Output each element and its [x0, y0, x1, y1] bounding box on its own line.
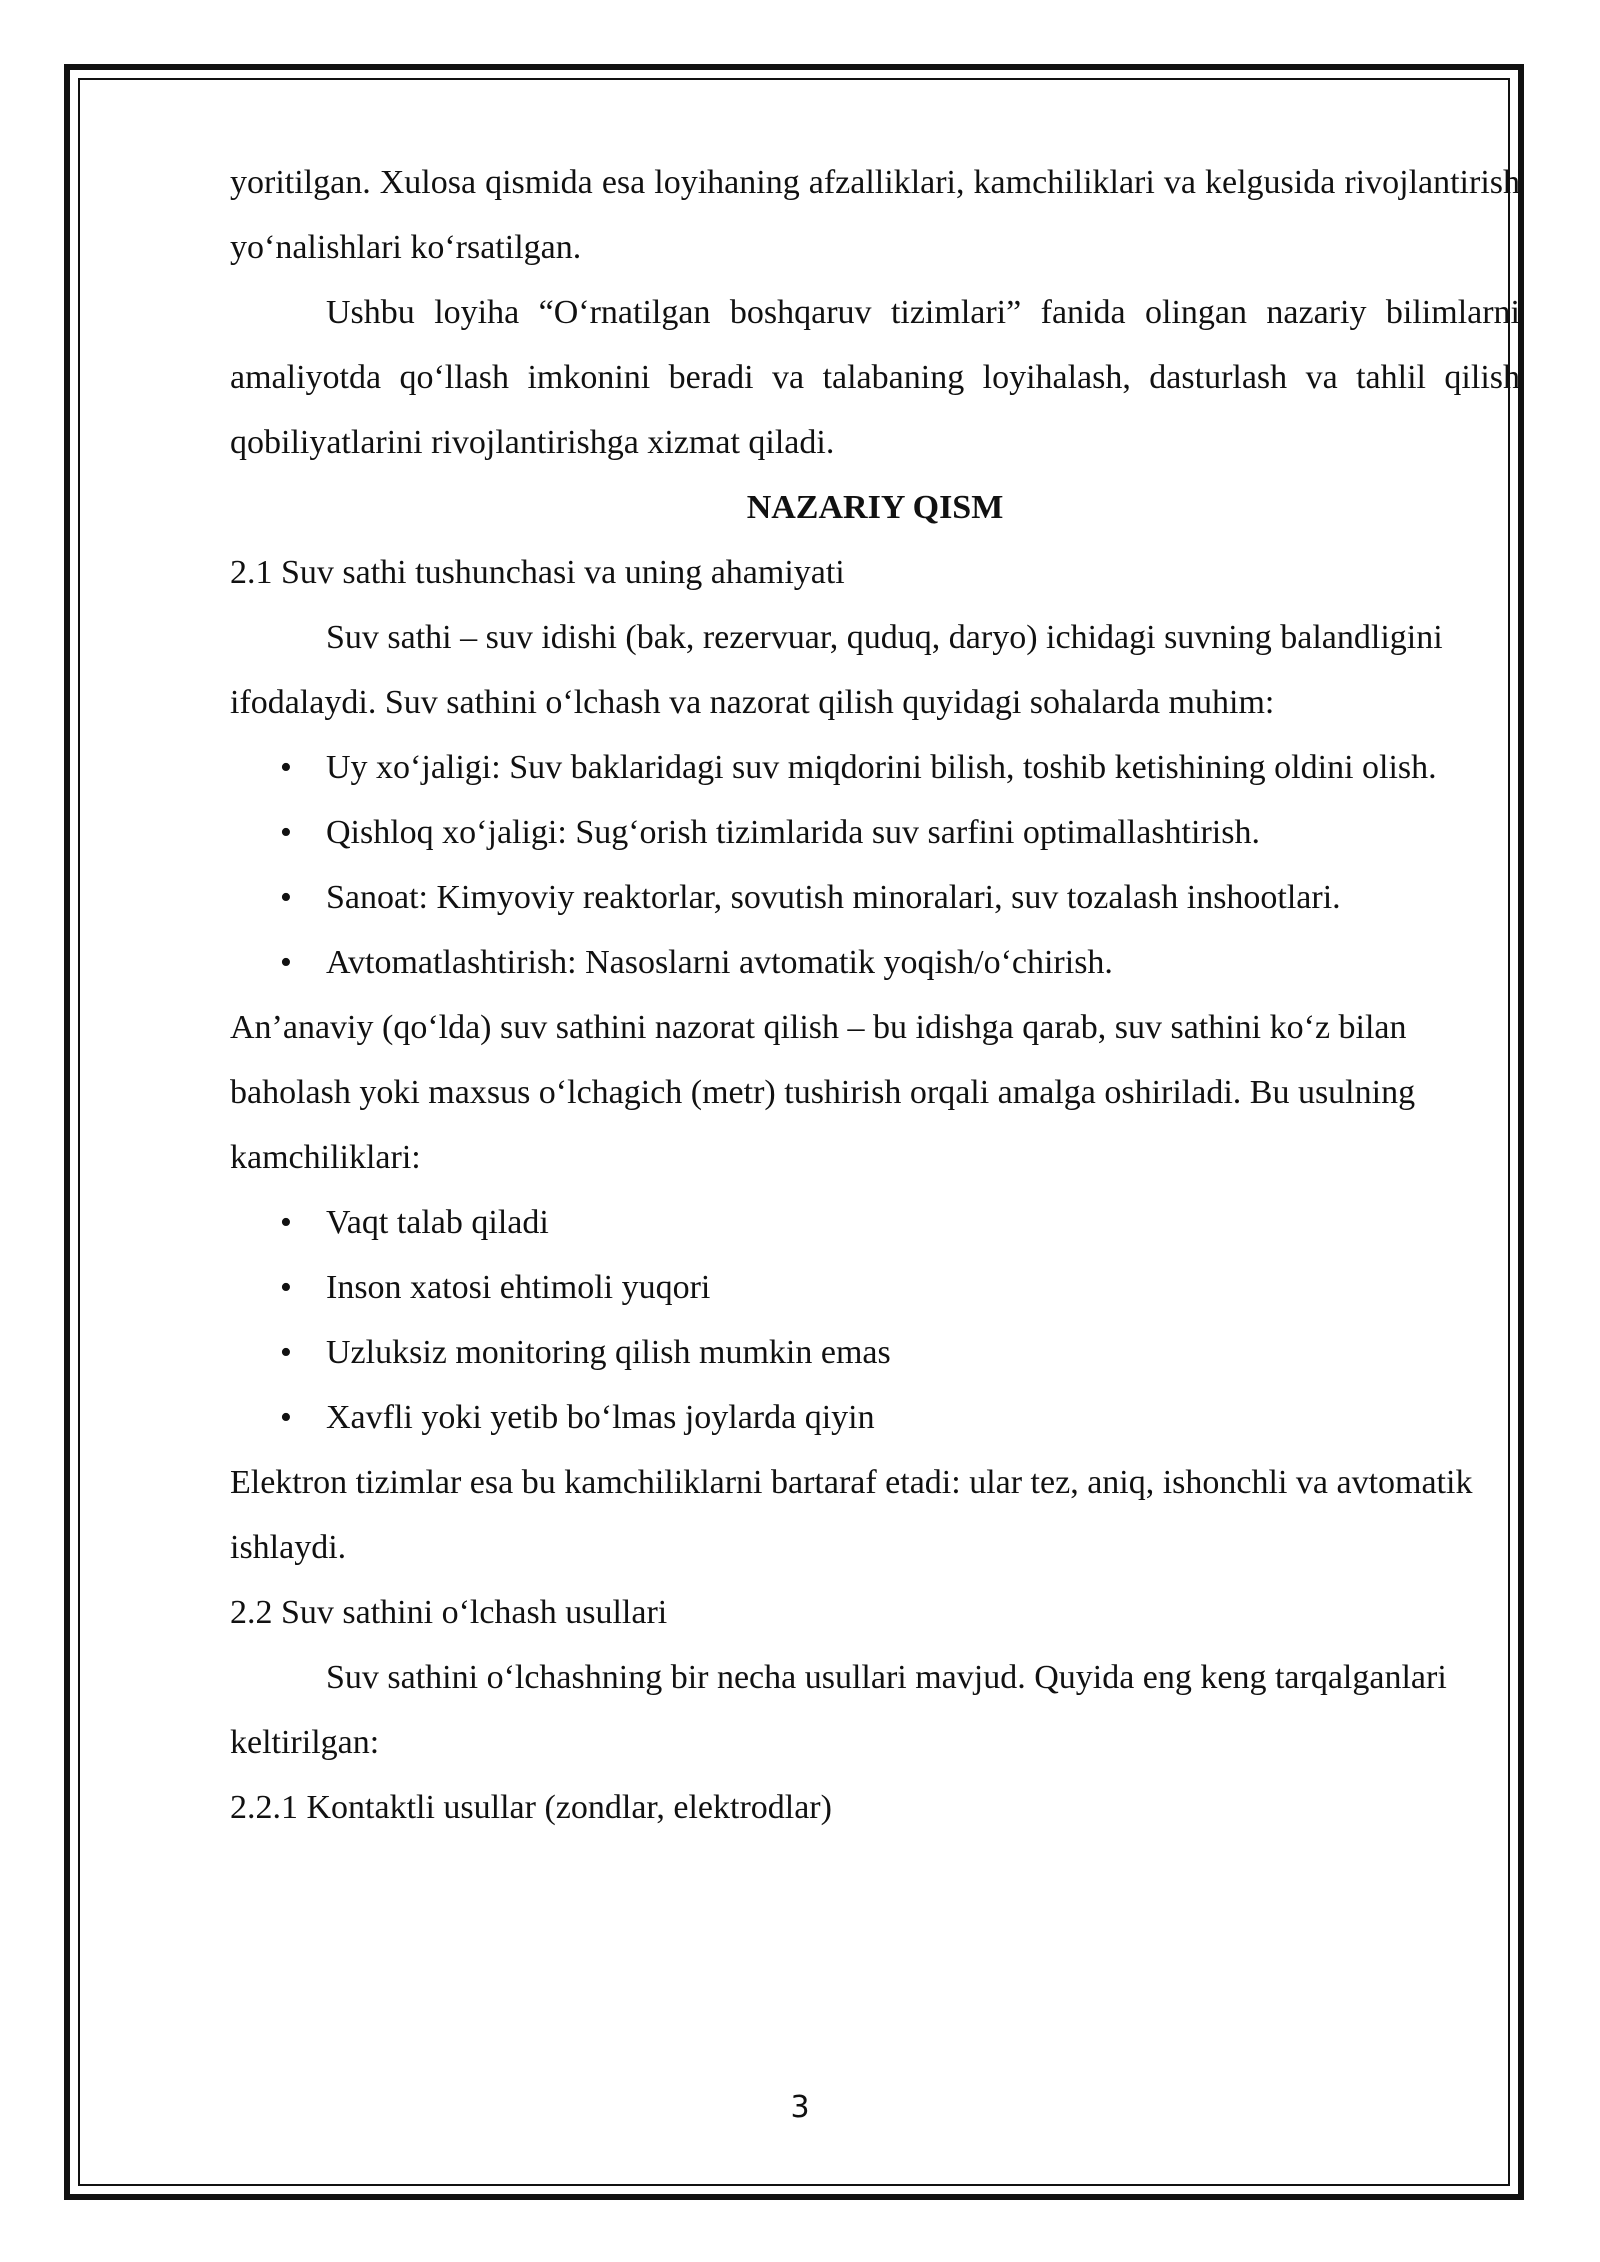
list-item [230, 1320, 1520, 1385]
subsection-title-2-2: 2.2 Suv sathini o‘lchash usullari [230, 1594, 668, 1631]
list-item-text: Uy xo‘jaligi: Suv baklaridagi suv miqdorini bilish, toshib ketishining oldini olish. [326, 749, 1437, 786]
list-item-text: Sanoat: Kimyoviy reaktorlar, sovutish minoralari, suv tozalash inshootlari. [326, 879, 1341, 916]
section-heading: NAZARIY QISM [746, 489, 1004, 526]
bullet-icon: • [280, 944, 292, 981]
document-body [230, 150, 1520, 1840]
subsection-title-2-1: 2.1 Suv sathi tushunchasi va uning ahamiyati [230, 554, 845, 591]
list-item [230, 1255, 1520, 1320]
bullet-icon: • [280, 1334, 292, 1371]
list-item-text: Avtomatlashtirish: Nasoslarni avtomatik yoqish/o‘chirish. [326, 944, 1113, 981]
list-item-text: Vaqt talab qiladi [326, 1204, 549, 1241]
list-item [230, 800, 1520, 865]
list-item [230, 930, 1520, 995]
page-number: 3 [790, 2090, 810, 2125]
list-item [230, 1190, 1520, 1255]
list-item-text: Qishloq xo‘jaligi: Sug‘orish tizimlarida suv sarfini optimallashtirish. [326, 814, 1260, 851]
project-summary-paragraph: Ushbu loyiha “O‘rnatilgan boshqaruv tizimlari” fanida olingan nazariy bilimlarni amaliyotda qo‘llash imkonini beradi va talabaning loyihalash, dasturlash va tahlil qilish qobiliyatlarini rivojlantirishga xizmat qiladi. [230, 294, 1520, 461]
list-item-text: Uzluksiz monitoring qilish mumkin emas [326, 1334, 891, 1371]
application-areas-list [230, 735, 1520, 995]
bullet-icon: • [280, 749, 292, 786]
bullet-icon: • [280, 1269, 292, 1306]
intro-paragraph: yoritilgan. Xulosa qismida esa loyihaning afzalliklari, kamchiliklari va kelgusida rivojlantirish yo‘nalishlari ko‘rsatilgan. [230, 164, 1520, 266]
list-item [230, 865, 1520, 930]
list-item-text: Xavfli yoki yetib bo‘lmas joylarda qiyin [326, 1399, 875, 1436]
list-item [230, 1385, 1520, 1450]
measurement-methods-paragraph: Suv sathini o‘lchashning bir necha usullari mavjud. Quyida eng keng tarqalganlari keltirilgan: [230, 1659, 1447, 1761]
electronic-systems-paragraph: Elektron tizimlar esa bu kamchiliklarni bartaraf etadi: ular tez, aniq, ishonchli va avtomatik ishlaydi. [230, 1464, 1473, 1566]
drawbacks-list [230, 1190, 1520, 1450]
bullet-icon: • [280, 814, 292, 851]
bullet-icon: • [280, 1204, 292, 1241]
bullet-icon: • [280, 1399, 292, 1436]
subsection-title-2-2-1: 2.2.1 Kontaktli usullar (zondlar, elektrodlar) [230, 1789, 832, 1826]
list-item-text: Inson xatosi ehtimoli yuqori [326, 1269, 711, 1306]
traditional-method-paragraph: An’anaviy (qo‘lda) suv sathini nazorat qilish – bu idishga qarab, suv sathini ko‘z bilan baholash yoki maxsus o‘lchagich (metr) tushirish orqali amalga oshiriladi. Bu usulning kamchiliklari: [230, 1009, 1416, 1176]
water-level-definition-paragraph: Suv sathi – suv idishi (bak, rezervuar, quduq, daryo) ichidagi suvning balandligini ifodalaydi. Suv sathini o‘lchash va nazorat qilish quyidagi sohalarda muhim: [230, 619, 1443, 721]
bullet-icon: • [280, 879, 292, 916]
list-item [230, 735, 1520, 800]
